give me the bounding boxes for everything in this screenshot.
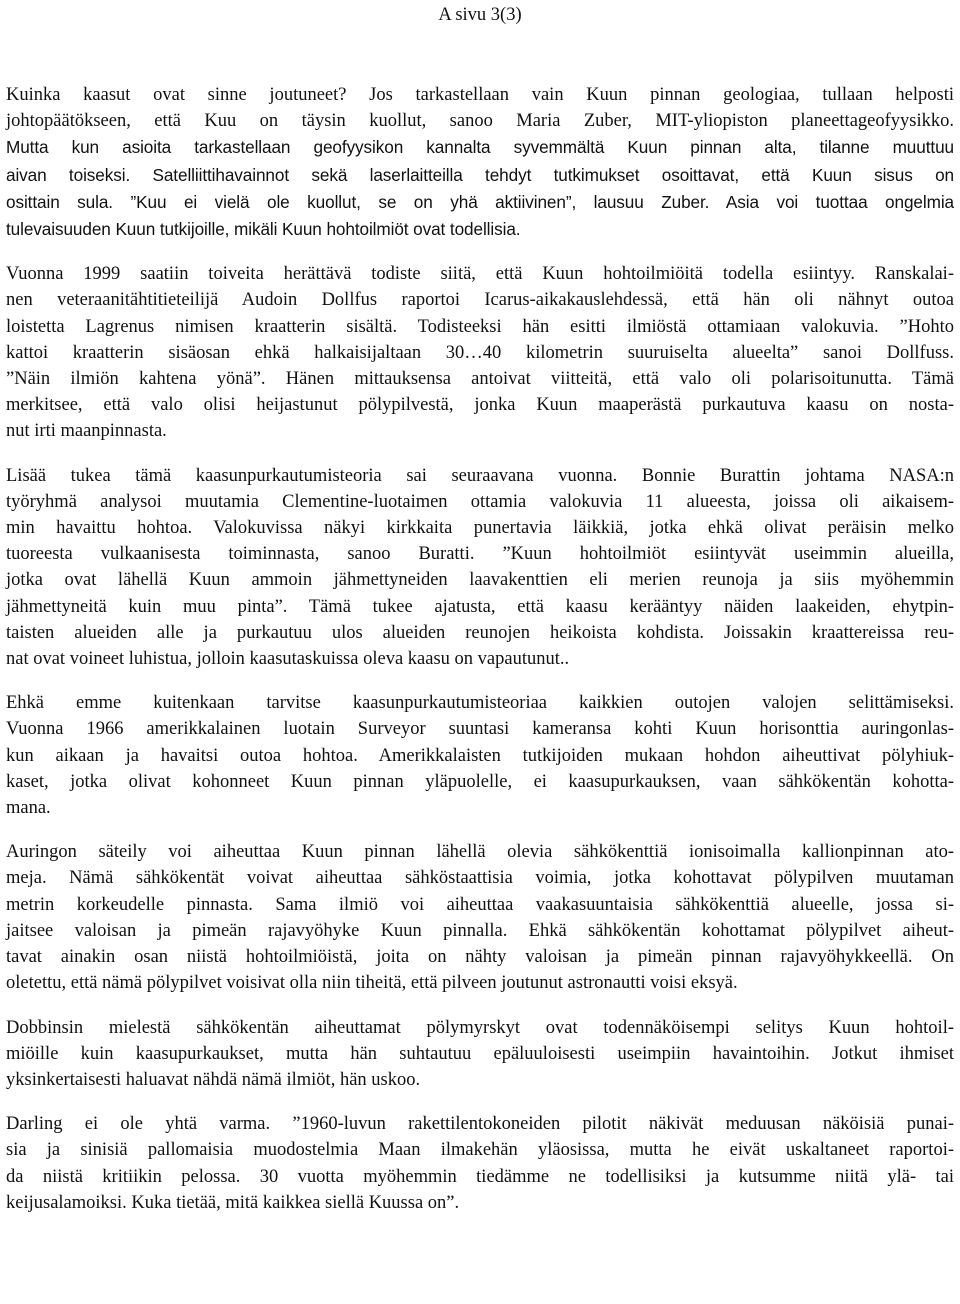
text-line: [6, 189, 954, 216]
text-run: Asia voi tuottaa ongelmia: [725, 191, 954, 212]
text-line: [6, 261, 954, 287]
text-run: kattoi kraatterin sisäosan ehkä halkaisijaltaan 30…40 kilometrin suuruiselta alueelta” sanoi Dollfuss.: [6, 342, 954, 363]
text-run: nat ovat voineet luhistua, jolloin kaasutaskuissa oleva kaasu on vapautunut..: [6, 649, 570, 670]
paragraph: [6, 463, 954, 673]
text-line: [6, 489, 954, 515]
text-line: [6, 1137, 954, 1163]
text-line: [6, 970, 954, 996]
text-line: [6, 1015, 954, 1041]
text-run: mana.: [6, 798, 51, 819]
text-run: keijusalamoiksi. Kuka tietää, mitä kaikkea siellä Kuussa on”.: [6, 1192, 460, 1213]
paragraph: [6, 261, 954, 444]
text-run: nen veteraanitähtitieteilijä Audoin Dollfus raportoi Icarus-aikakauslehdessä, että hän oli nähnyt outoa: [6, 290, 954, 311]
text-run: jähmettyneitä kuin muu pinta”. Tämä tukee ajatusta, että kaasu kerääntyy näiden laakeiden, ehytpin-: [6, 596, 954, 617]
paragraph: [6, 1111, 954, 1216]
text-run: kun aikaan ja havaitsi outoa hohtoa. Amerikkalaisten tutkijoiden mukaan hohdon aiheuttivat pölyhiuk-: [6, 745, 954, 766]
document-body: [6, 82, 954, 1234]
text-run: ”Näin ilmiön kahtena yönä”. Hänen mittauksensa antoivat viitteitä, että valo oli polarisoitunutta. Tämä: [6, 369, 954, 390]
text-line: [6, 716, 954, 742]
text-run: Vuonna 1999 saatiin toiveita herättävä todiste siitä, että Kuun hohtoilmiöitä todella esiintyy. Ranskalai-: [6, 264, 954, 285]
text-run: da niistä kritiikin pelossa. 30 vuotta myöhemmin tiedämme ne todellisiksi ja kutsumme niitä ylä- tai: [6, 1166, 954, 1187]
text-run: merkitsee, että valo olisi heijastunut pölypilvestä, jonka Kuun maaperästä purkautuva kaasu on nosta-: [6, 395, 954, 416]
text-line: [6, 134, 954, 161]
text-line: [6, 287, 954, 313]
text-line: [6, 944, 954, 970]
text-run: Vuonna 1966 amerikkalainen luotain Surveyor suuntasi kameransa kohti Kuun horisonttia auringonlas-: [6, 719, 954, 740]
text-line: [6, 1067, 954, 1093]
text-run: aivan toiseksi.: [6, 164, 153, 185]
text-run: jotka ovat lähellä Kuun ammoin jähmettyneiden laavakenttien eli merien reunoja ja siis myöhemmin: [6, 570, 954, 591]
text-line: [6, 216, 954, 243]
text-run: miöille kuin kaasupurkaukset, mutta hän suhtautuu epäluuloisesti useimpiin havaintoihin. Jotkut ihmiset: [6, 1043, 954, 1064]
text-line: [6, 82, 954, 108]
text-line: [6, 1041, 954, 1067]
text-line: [6, 314, 954, 340]
text-line: [6, 418, 954, 444]
text-run: työryhmä analysoi muutamia Clementine-luotaimen ottamia valokuvia 11 alueesta, joissa oli aikaisem-: [6, 491, 954, 512]
paragraph: [6, 1015, 954, 1094]
text-line: [6, 541, 954, 567]
text-line: [6, 839, 954, 865]
text-run: taisten alueiden alle ja purkautuu ulos alueiden reunojen heikoista kohdista. Joissakin kraattereissa reu-: [6, 622, 954, 643]
text-run: metrin korkeudelle pinnasta. Sama ilmiö voi aiheuttaa vaakasuuntaisia sähkökenttiä alueelle, jossa si-: [6, 894, 954, 915]
text-run: jaitsee valoisan ja pimeän rajavyöhyke Kuun pinnalla. Ehkä sähkökentän kohottamat pölypilvet aiheut-: [6, 920, 954, 941]
text-run: Satelliittihavainnot sekä laserlaitteilla tehdyt tutkimukset osoittavat, että Kuun sisus on: [152, 164, 954, 185]
text-run: tuoreesta vulkaanisesta toiminnasta, sanoo Buratti. ”Kuun hohtoilmiöt esiintyvät useimmin alueilla,: [6, 544, 954, 565]
paragraph: [6, 839, 954, 996]
text-run: meja. Nämä sähkökentät voivat aiheuttaa sähköstaattisia voimia, jotka kohottavat pölypilven muutaman: [6, 868, 954, 889]
text-line: [6, 795, 954, 821]
text-run: Auringon säteily voi aiheuttaa Kuun pinnan lähellä olevia sähkökenttiä ionisoimalla kallionpinnan ato-: [6, 842, 954, 863]
text-line: [6, 1190, 954, 1216]
text-line: [6, 769, 954, 795]
text-run: Kuinka kaasut ovat sinne joutuneet? Jos tarkastellaan vain Kuun pinnan geologiaa, tullaan helposti: [6, 85, 954, 105]
text-run: yksinkertaisesti haluavat nähdä nämä ilmiöt, hän uskoo.: [6, 1069, 421, 1090]
text-line: [6, 108, 954, 134]
text-line: [6, 918, 954, 944]
text-run: kaset, jotka olivat kohonneet Kuun pinnan yläpuolelle, ei kaasupurkauksen, vaan sähkökentän kohotta-: [6, 771, 954, 792]
text-line: [6, 1111, 954, 1137]
text-run: min havaittu hohtoa. Valokuvissa näkyi kirkkaita punertavia läikkiä, jotka ehkä olivat peräisin melko: [6, 518, 954, 539]
text-line: [6, 463, 954, 489]
text-run: Darling ei ole yhtä varma. ”1960-luvun rakettilentokoneiden pilotit näkivät meduusan näköisiä punai-: [6, 1114, 954, 1135]
text-run: tavat ainakin osan niistä hohtoilmiöistä, joita on nähty valoisan ja pimeän pinnan rajavyöhykkeellä. On: [6, 947, 954, 968]
text-run: Dobbinsin mielestä sähkökentän aiheuttamat pölymyrskyt ovat todennäköisempi selitys Kuun hohtoil-: [6, 1017, 954, 1038]
text-line: [6, 340, 954, 366]
text-line: [6, 515, 954, 541]
text-line: [6, 620, 954, 646]
text-line: [6, 594, 954, 620]
text-run: oletettu, että nämä pölypilvet voisivat olla niin tiheitä, että pilveen joutunut astronautti voisi eksyä.: [6, 973, 738, 994]
text-line: [6, 690, 954, 716]
text-run: sia ja sinisiä pallomaisia muodostelmia Maan ilmakehän yläosissa, mutta he eivät uskaltaneet raportoi-: [6, 1140, 954, 1161]
text-run: johtopäätökseen, että Kuu on täysin kuollut, sanoo Maria Zuber, MIT-yliopiston planeettageofyysikko.: [6, 111, 954, 132]
text-line: [6, 865, 954, 891]
page-header: A sivu 3(3): [438, 5, 522, 25]
text-run: nut irti maanpinnasta.: [6, 421, 167, 442]
text-line: [6, 366, 954, 392]
text-run: ”Kuu ei vielä ole kuollut, se on yhä aktiivinen”, lausuu Zuber.: [130, 191, 726, 212]
text-run: Mutta kun asioita tarkastellaan geofyysikon kannalta syvemmältä Kuun pinnan alta, tilanne muuttuu: [6, 137, 954, 158]
text-line: [6, 162, 954, 189]
text-line: [6, 392, 954, 418]
paragraph: [6, 690, 954, 821]
text-line: [6, 646, 954, 672]
text-line: [6, 1164, 954, 1190]
text-line: [6, 567, 954, 593]
text-run: tulevaisuuden Kuun tutkijoille, mikäli Kuun hohtoilmiöt ovat todellisia.: [6, 219, 521, 240]
text-run: Lisää tukea tämä kaasunpurkautumisteoria sai seuraavana vuonna. Bonnie Burattin johtama NASA:n: [6, 465, 954, 486]
text-line: [6, 892, 954, 918]
text-run: loistetta Lagrenus nimisen kraatterin sisältä. Todisteeksi hän esitti ilmiöstä ottamiaan valokuvia. ”Hohto: [6, 316, 954, 337]
text-run: Ehkä emme kuitenkaan tarvitse kaasunpurkautumisteoriaa kaikkien outojen valojen selittämiseksi.: [6, 693, 954, 714]
text-line: [6, 743, 954, 769]
paragraph: [6, 82, 954, 243]
text-run: osittain sula.: [6, 191, 131, 212]
